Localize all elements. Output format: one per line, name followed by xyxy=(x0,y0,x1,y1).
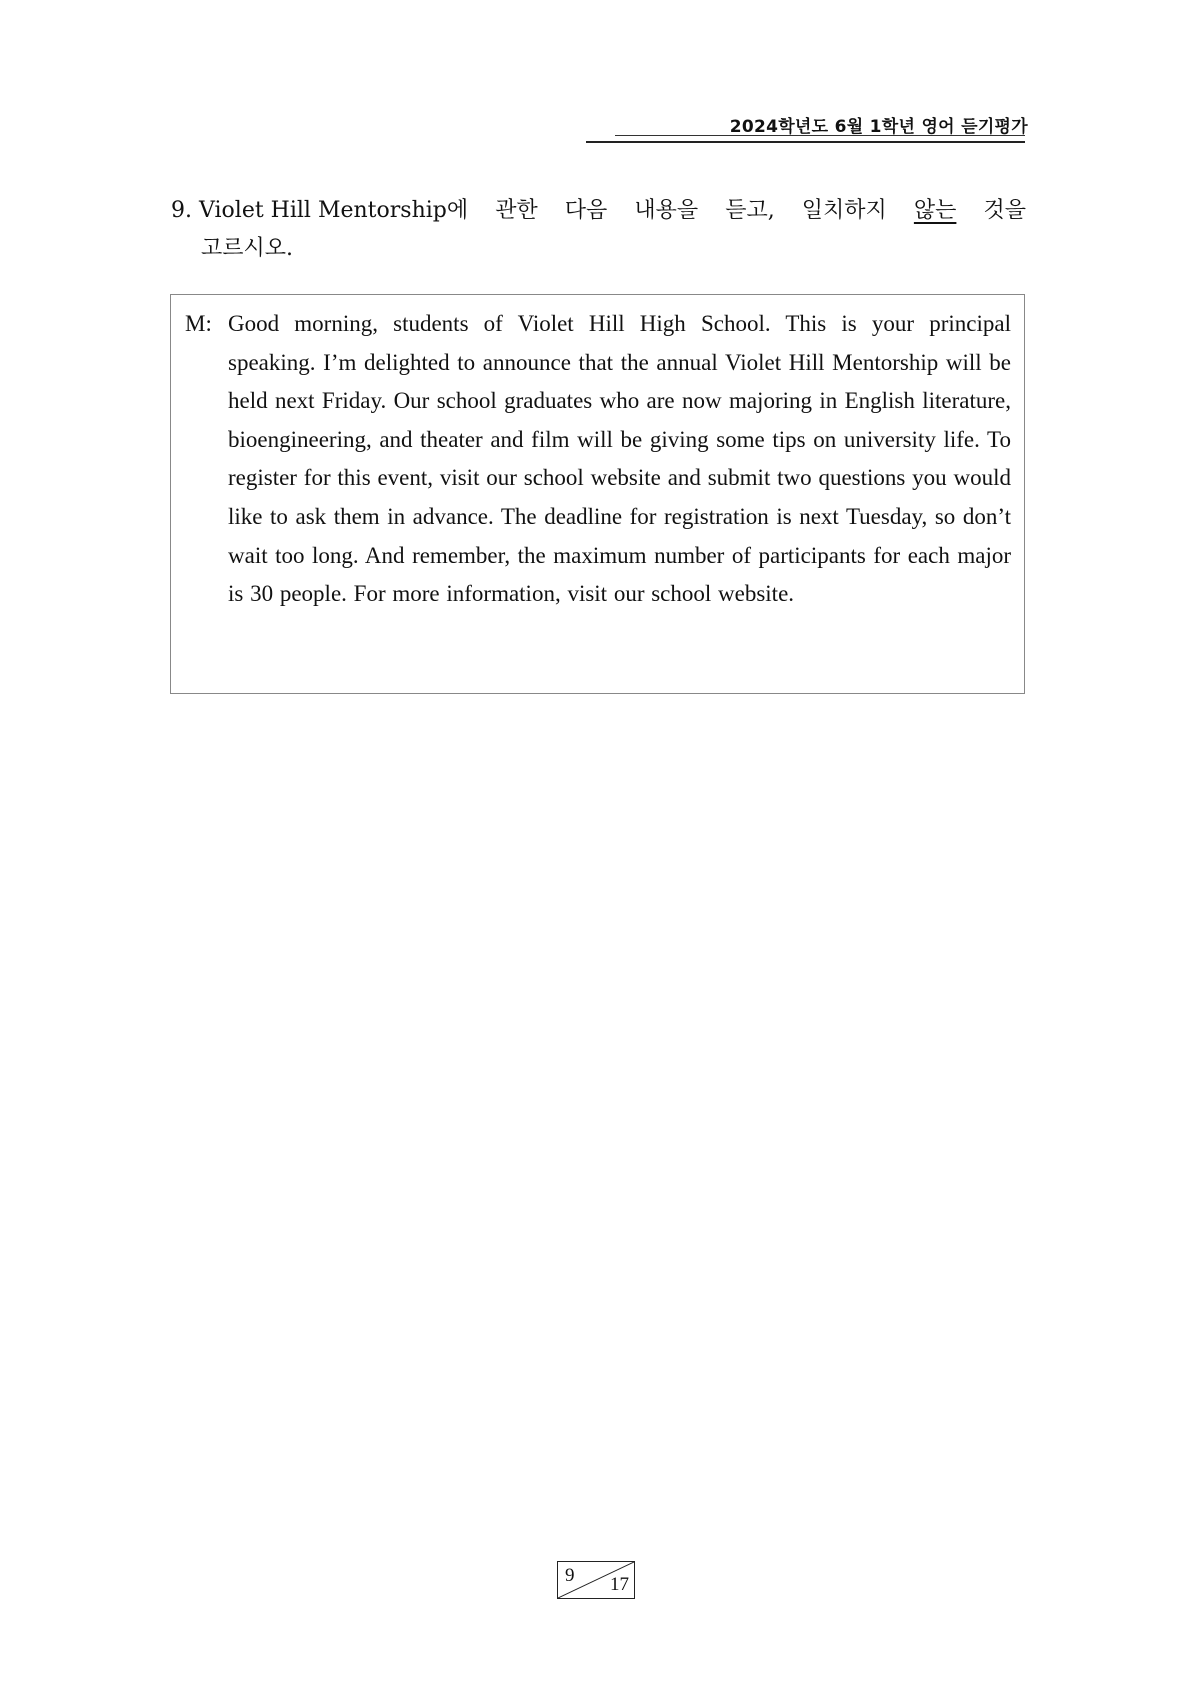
header-rule-thick xyxy=(586,141,1025,143)
question-prompt xyxy=(171,192,1026,268)
question-underlined-word: 않는 xyxy=(913,198,957,223)
question-word: 내용을 xyxy=(634,198,699,223)
page-total: 17 xyxy=(610,1574,629,1595)
page-number-box xyxy=(557,1561,635,1599)
transcript-box xyxy=(170,294,1025,694)
question-line-1 xyxy=(171,192,1026,230)
header-rule-thin xyxy=(615,135,1025,136)
question-word: 관한 xyxy=(495,198,538,223)
question-word: 일치하지 xyxy=(801,198,887,223)
page-current: 9 xyxy=(565,1565,575,1586)
question-number-topic xyxy=(171,192,468,230)
question-word: 것을 xyxy=(983,198,1026,223)
transcript-text: Good morning, students of Violet Hill High School. This is your principal speaking. I’m delighted to announce that the annual Violet Hill Mentorship will be held next Friday. Our school graduates who are now majoring in English literature, bioengineering, and theater and film will be giving some tips on university life. To register for this event, visit our school website and submit two questions you would like to ask them in advance. The deadline for registration is next Tuesday, so don’t wait too long. And remember, the maximum number of participants for each major is 30 people. For more information, visit our school website. xyxy=(228,311,1011,607)
question-word: 듣고, xyxy=(725,198,775,223)
question-topic: Violet Hill Mentorship에 xyxy=(199,198,469,223)
speaker-label: M: xyxy=(185,311,212,336)
question-word: 다음 xyxy=(564,198,608,223)
question-number: 9. xyxy=(171,198,192,223)
question-line-2: 고르시오. xyxy=(201,236,294,261)
exam-header-title: 2024학년도 6월 1학년 영어 듣기평가 xyxy=(729,117,1028,137)
